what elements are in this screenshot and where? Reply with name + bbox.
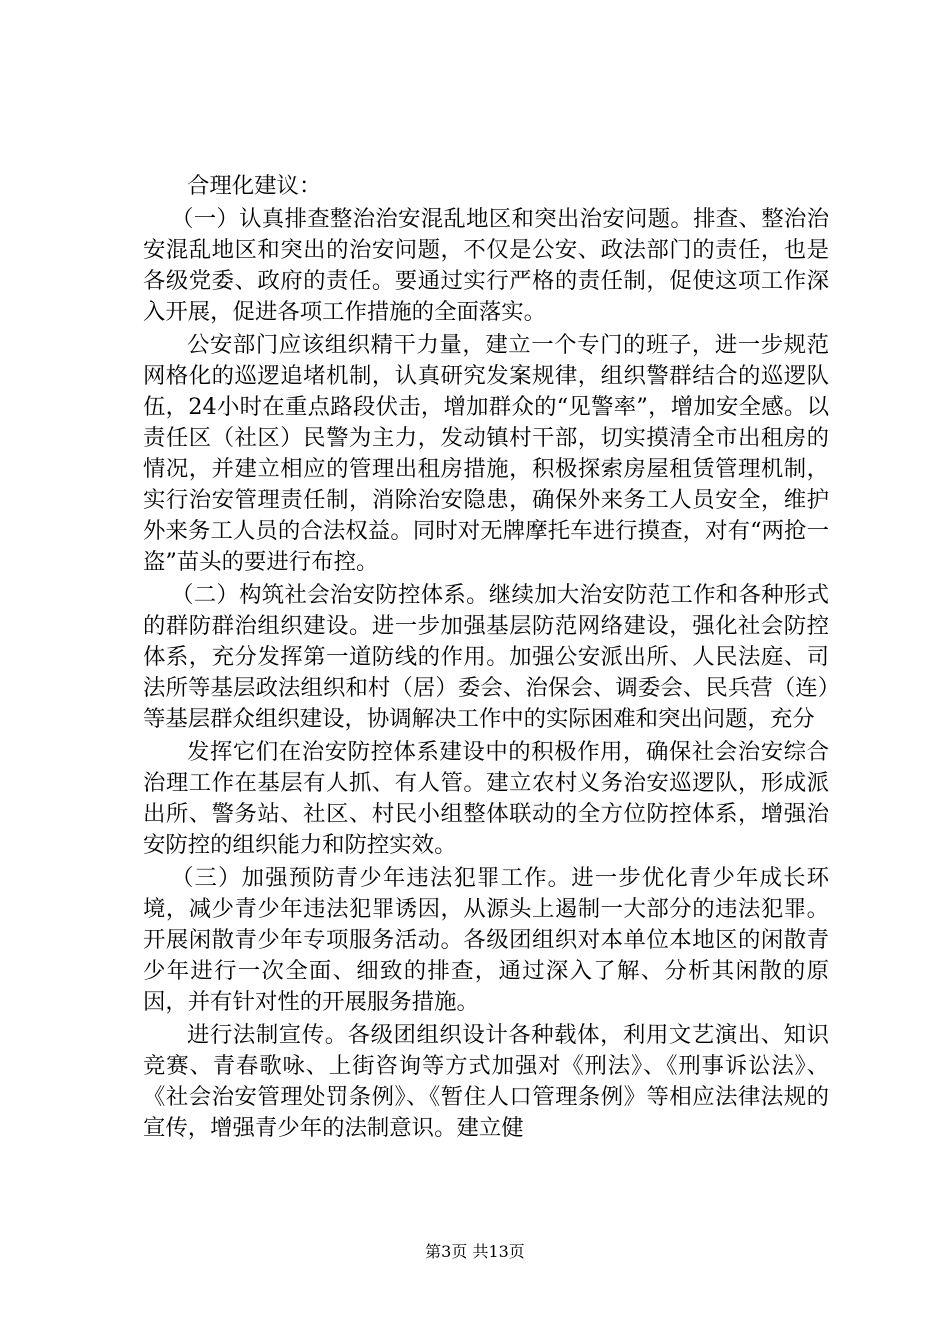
paragraph-item-1: （一）认真排查整治治安混乱地区和突出治安问题。排查、整治治安混乱地区和突出的治安问题，不仅是公安、政法部门的责任，也是各级党委、政府的责任。要通过实行严格的责任制，促使这项工作深入开展，促进各项工作措施的全面落实。 bbox=[143, 206, 829, 325]
paragraph-heading: 合理化建议： bbox=[187, 173, 322, 199]
paragraph-item-2: （二）构筑社会治安防控体系。继续加大治安防范工作和各种形式的群防群治组织建设。进一步加强基层防范网络建设，强化社会防控体系，充分发挥第一道防线的作用。加强公安派出所、人民法庭、司法所等基层政法组织和村（居）委会、治保会、调委会、民兵营（连）等基层群众组织建设，协调解决工作中的实际困难和突出问题，充分 bbox=[143, 582, 829, 732]
paragraph-legal-publicity: 进行法制宣传。各级团组织设计各种载体，利用文艺演出、知识竞赛、青春歌咏、上街咨询等方式加强对《刑法》、《刑事诉讼法》、《社会治安管理处罚条例》、《暂住人口管理条例》等相应法律法规的宣传，增强青少年的法制意识。建立健 bbox=[143, 1022, 829, 1141]
document-body bbox=[143, 171, 829, 1146]
paragraph-item-3: （三）加强预防青少年违法犯罪工作。进一步优化青少年成长环境，减少青少年违法犯罪诱因，从源头上遏制一大部分的违法犯罪。开展闲散青少年专项服务活动。各级团组织对本单位本地区的闲散青少年进行一次全面、细致的排查，通过深入了解、分析其闲散的原因，并有针对性的开展服务措施。 bbox=[143, 865, 829, 1015]
page-number-footer: 第3页 共13页 bbox=[425, 1242, 525, 1261]
paragraph-item-2-continued: 发挥它们在治安防控体系建设中的积极作用，确保社会治安综合治理工作在基层有人抓、有人管。建立农村义务治安巡逻队，形成派出所、警务站、社区、村民小组整体联动的全方位防控体系，增强治安防控的组织能力和防控实效。 bbox=[143, 739, 829, 858]
paragraph-police-measures: 公安部门应该组织精干力量，建立一个专门的班子，进一步规范网格化的巡逻追堵机制，认真研究发案规律，组织警群结合的巡逻队伍，24小时在重点路段伏击，增加群众的“见警率”，增加安全感。以责任区（社区）民警为主力，发动镇村干部，切实摸清全市出租房的情况，并建立相应的管理出租房措施，积极探索房屋租赁管理机制，实行治安管理责任制，消除治安隐患，确保外来务工人员安全，维护外来务工人员的合法权益。同时对无牌摩托车进行摸查，对有“两抢一盗”苗头的要进行布控。 bbox=[143, 332, 829, 575]
